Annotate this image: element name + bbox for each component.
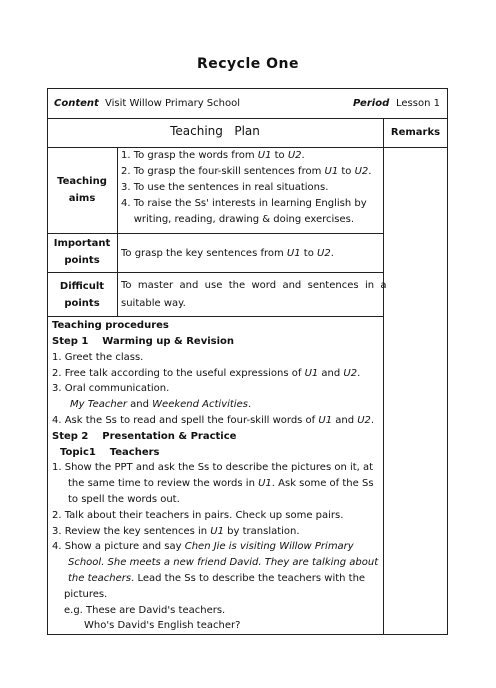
teaching-aim-item — [121, 212, 379, 228]
procedure-line — [52, 618, 382, 634]
text-segment: by translation. — [223, 525, 300, 537]
text-segment: 1. To grasp the words from — [121, 150, 258, 161]
important-points-text — [121, 246, 334, 261]
procedure-line — [52, 524, 382, 540]
procedure-line — [52, 350, 382, 366]
text-segment: and — [126, 399, 153, 411]
content-value: Visit Willow Primary School — [105, 98, 240, 109]
text-segment: . — [368, 166, 372, 177]
text-segment: the same time to review the words in — [68, 478, 259, 490]
procedure-line — [52, 571, 382, 587]
procedures-heading: Teaching procedures — [52, 320, 169, 331]
text-segment: Weekend Activities — [152, 399, 248, 411]
text-segment: and — [318, 367, 344, 379]
page-title: Recycle One — [196, 56, 300, 72]
text-segment: U2 — [357, 414, 371, 426]
teaching-aim-item — [121, 180, 379, 196]
text-segment: . Lead the Ss to describe the teachers with the — [131, 572, 366, 584]
text-segment: 2. Free talk according to the useful expressions of — [52, 367, 305, 379]
remarks-heading: Remarks — [390, 127, 441, 138]
teaching-aims-list — [121, 148, 379, 228]
remarks-divider — [383, 118, 384, 635]
text-segment: . Ask some of the Ss — [271, 478, 374, 490]
text-segment: to — [300, 248, 317, 259]
text-segment: to spell the words out. — [68, 493, 180, 505]
text-segment: pictures. — [64, 588, 108, 600]
procedure-step-heading — [52, 429, 382, 445]
text-segment: . — [301, 150, 305, 161]
text-segment: and — [332, 414, 358, 426]
row-divider — [47, 233, 383, 234]
text-segment: School. She meets a new friend David. They are talking about — [68, 557, 379, 569]
text-segment: 4. Show a picture and say — [52, 541, 185, 553]
text-segment: To grasp the key sentences from — [121, 248, 287, 259]
text-segment: . — [370, 414, 375, 426]
text-segment: 2. To grasp the four-skill sentences from — [121, 166, 325, 177]
text-segment: 1. Show the PPT and ask the Ss to describe the pictures on it, at — [52, 462, 374, 474]
text-segment: 4. To raise the Ss' interests in learning English by — [121, 198, 367, 209]
text-segment: the teachers — [68, 572, 132, 584]
row-divider — [47, 272, 383, 273]
row-divider — [47, 118, 448, 119]
text-segment: U1 — [257, 150, 272, 161]
procedure-line — [52, 413, 382, 429]
text-segment: to — [271, 150, 288, 161]
text-segment: Step 2 Presentation & Practice — [52, 430, 237, 442]
procedure-line — [52, 492, 382, 508]
text-segment: Step 1 Warming up & Revision — [52, 336, 235, 347]
label-divider — [117, 147, 118, 316]
text-segment: 1. Greet the class. — [52, 351, 144, 363]
text-segment: 3. Oral communication. — [52, 383, 170, 395]
text-segment: Who's David's English teacher? — [84, 620, 241, 632]
text-segment: U1 — [210, 525, 224, 537]
text-segment: Chen Jie is visiting Willow Primary — [184, 541, 354, 553]
text-segment: U1 — [304, 367, 319, 379]
procedure-line — [52, 587, 382, 603]
procedure-line — [52, 366, 382, 382]
text-segment: My Teacher — [70, 399, 127, 411]
text-segment: . — [247, 399, 252, 411]
procedure-line — [52, 397, 382, 413]
text-segment: 2. Talk about their teachers in pairs. Check up some pairs. — [52, 509, 344, 521]
text-segment: U2 — [343, 367, 358, 379]
text-segment: Topic1 Teachers — [60, 446, 160, 458]
procedure-line — [52, 476, 382, 492]
procedure-line — [52, 508, 382, 524]
procedure-step-heading — [52, 334, 382, 350]
text-segment: U1 — [324, 166, 339, 177]
text-segment: U1 — [318, 414, 333, 426]
procedure-step-heading — [52, 445, 382, 461]
important-points-label: Important points — [53, 238, 111, 266]
difficult-points-text: To master and use the word and sentences in a suitable way. — [121, 280, 387, 309]
procedure-line — [52, 460, 382, 476]
text-segment: to — [338, 166, 355, 177]
text-segment: 4. Ask the Ss to read and spell the four-skill words of — [52, 414, 319, 426]
text-segment: U2 — [317, 248, 331, 259]
procedure-line — [52, 539, 382, 555]
procedure-line — [52, 603, 382, 619]
text-segment: U1 — [286, 248, 301, 259]
teaching-aim-item — [121, 148, 379, 164]
text-segment: e.g. These are David's teachers. — [64, 604, 226, 616]
text-segment: U2 — [287, 150, 302, 161]
text-segment: . — [330, 248, 334, 259]
teaching-aims-label: Teaching aims — [57, 176, 107, 204]
text-segment: writing, reading, drawing & doing exercises. — [121, 214, 355, 225]
procedures-list — [52, 334, 382, 634]
teaching-aim-item — [121, 196, 379, 212]
procedure-line — [52, 381, 382, 397]
teaching-aim-item — [121, 164, 379, 180]
text-segment: 3. Review the key sentences in — [52, 525, 211, 537]
period-value: Lesson 1 — [396, 98, 440, 109]
procedure-line — [52, 555, 382, 571]
text-segment: . — [357, 367, 361, 379]
text-segment: U1 — [258, 478, 272, 490]
period-label: Period — [353, 98, 390, 109]
row-divider — [47, 316, 383, 317]
text-segment: 3. To use the sentences in real situations. — [121, 182, 329, 193]
teaching-plan-heading: Teaching Plan — [170, 124, 260, 138]
text-segment: U2 — [354, 166, 369, 177]
content-label: Content — [54, 98, 99, 109]
difficult-points-label: Difficult points — [59, 281, 105, 309]
